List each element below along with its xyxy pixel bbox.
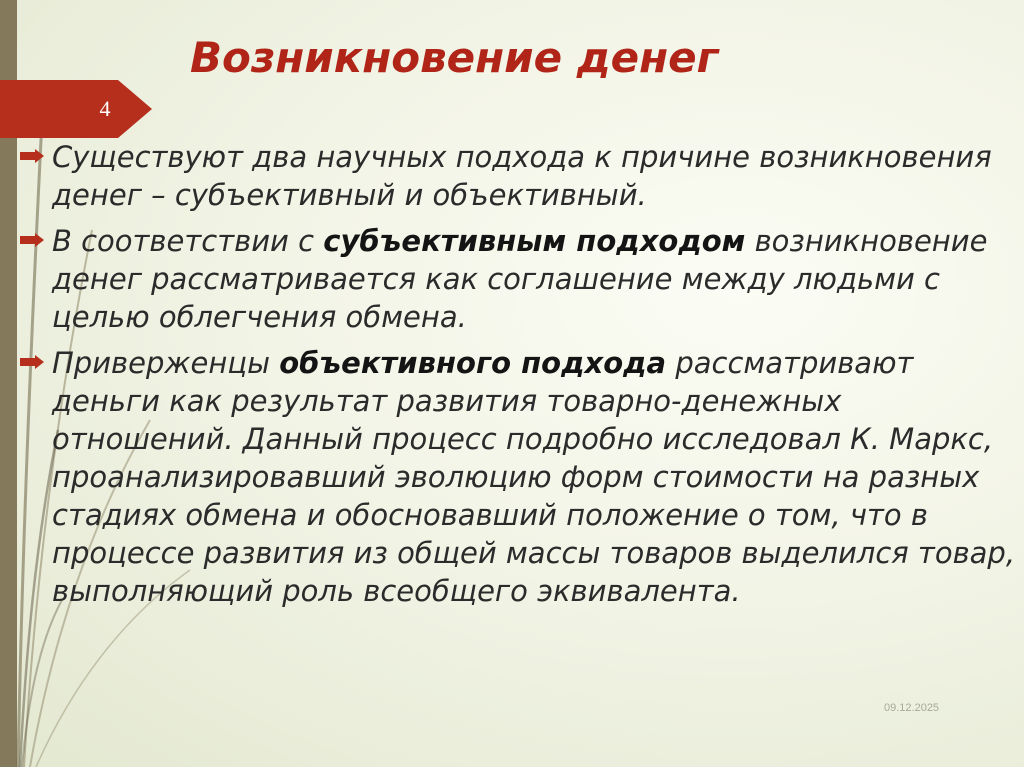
arrow-bullet-icon bbox=[20, 355, 44, 369]
slide-date: 09.12.2025 bbox=[884, 702, 940, 714]
bullet-item bbox=[20, 344, 1020, 610]
bullet-item bbox=[20, 222, 1020, 336]
slide-number: 4 bbox=[99, 96, 111, 121]
bullet-text: возникновение денег рассматривается как соглашение между людьми с целью облегчения обмена. bbox=[52, 224, 988, 334]
bullet-item bbox=[20, 138, 1020, 214]
bullet-text: Существуют два научных подхода к причине возникновения денег – субъективный и объективный. bbox=[52, 140, 992, 212]
arrow-bullet-icon bbox=[20, 233, 44, 247]
slide-number-flag bbox=[0, 80, 152, 138]
bullet-text: В соответствии с bbox=[52, 224, 324, 258]
bullet-text: Приверженцы bbox=[52, 346, 280, 380]
bullet-list bbox=[20, 138, 1020, 618]
slide-title: Возникновение денег bbox=[190, 33, 719, 82]
bullet-bold-term: объективного подхода bbox=[279, 346, 667, 380]
bullet-bold-term: субъективным подходом bbox=[323, 224, 746, 258]
bullet-text: рассматривают деньги как результат развития товарно-денежных отношений. Данный процесс подробно исследовал К. Маркс, проанализировавший эволюцию форм стоимости на разных стадиях обмена и обосновавший положение о том, что в процессе развития из общей массы товаров выделился товар, выполняющий роль всеобщего эквивалента. bbox=[52, 346, 1016, 608]
arrow-bullet-icon bbox=[20, 149, 44, 163]
